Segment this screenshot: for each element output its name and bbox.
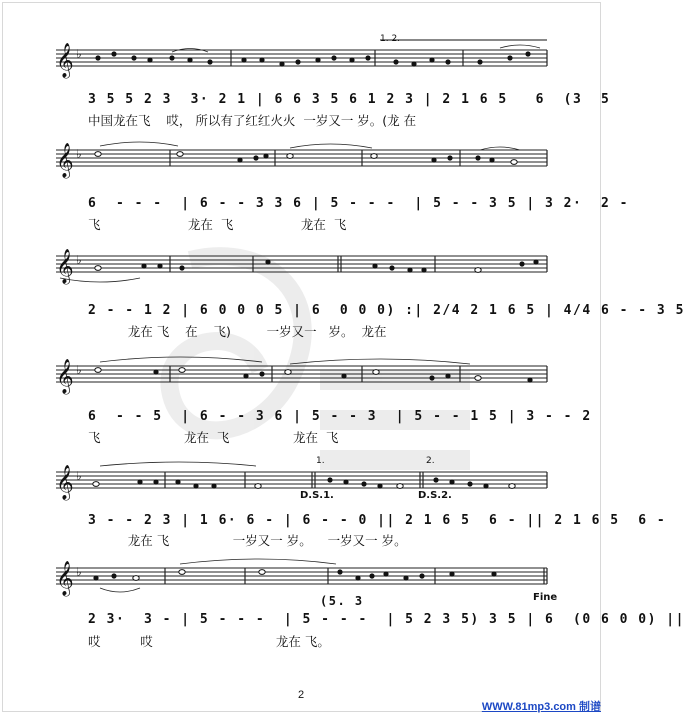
dal-segno-2-mark: D.S.2. [418,490,452,501]
svg-text:♭: ♭ [76,469,82,483]
volta-2-label: 2. [426,456,435,466]
svg-text:𝄞: 𝄞 [56,359,74,394]
lyrics-row-5: 龙在 飞 一岁又一 岁。 一岁又一 岁。 [88,533,407,548]
svg-text:♭: ♭ [76,565,82,579]
svg-text:♭: ♭ [76,47,82,61]
svg-text:♭: ♭ [76,253,82,267]
staff-system-6 [0,558,605,604]
staff-system-2 [0,140,605,186]
jianpu-numbers-row-4: 6 - - 5 | 6 - - 3 6 | 5 - - 3 | 5 - - 1 5 | 3 - - 2 [88,409,592,424]
lyrics-row-4: 飞 龙在 飞 龙在 飞 [88,430,339,445]
jianpu-numbers-row-6: 2 3· 3 - | 5 - - - | 5 - - - | 5 2 3 5) 3 5 | 6 (0 6 0 0) || [88,612,685,627]
lyrics-row-2: 飞 龙在 飞 龙在 飞 [88,217,347,232]
parenthetical-notes: (5. 3 [320,594,364,608]
staff-system-3 [0,246,605,292]
svg-text:𝄞: 𝄞 [56,43,74,78]
dal-segno-1-mark: D.S.1. [300,490,334,501]
jianpu-numbers-row-3: 2 - - 1 2 | 6 0 0 0 5 | 6 0 0 0) :| 2/4 2 1 6 5 | 4/4 6 - - 3 5 [88,303,685,318]
site-watermark-link[interactable]: WWW.81mp3.com 制谱 [481,701,601,713]
svg-text:𝄞: 𝄞 [56,249,74,284]
jianpu-numbers-row-1: 3 5 5 2 3 3· 2 1 | 6 6 3 5 6 1 2 3 | 2 1 6 5 6 (3 5 [88,92,611,107]
lyrics-row-1: 中国龙在飞 哎， 所以有了红红火火 一岁又一 岁。(龙 在 [88,113,417,128]
staff-system-1 [0,36,605,82]
svg-text:𝄞: 𝄞 [56,465,74,500]
jianpu-numbers-row-2: 6 - - - | 6 - - 3 3 6 | 5 - - - | 5 - - 3 5 | 3 2· 2 - [88,196,629,211]
page-number: 2 [298,689,305,701]
lyrics-row-3: 龙在 飞 在 飞) 一岁又一 岁。 龙在 [88,324,387,339]
lyrics-row-6: 哎 哎 龙在 飞。 [88,634,330,649]
fine-mark: Fine [533,592,558,603]
staff-system-4 [0,356,605,402]
staff-system-5 [0,462,605,508]
svg-text:𝄞: 𝄞 [56,143,74,178]
svg-text:♭: ♭ [76,363,82,377]
volta-1-label: 1. [316,456,325,466]
svg-text:𝄞: 𝄞 [56,561,74,596]
volta-bracket: 1. 2. [380,34,401,44]
jianpu-numbers-row-5: 3 - - 2 3 | 1 6· 6 - | 6 - - 0 || 2 1 6 5 6 - || 2 1 6 5 6 - [88,513,667,528]
svg-text:♭: ♭ [76,147,82,161]
